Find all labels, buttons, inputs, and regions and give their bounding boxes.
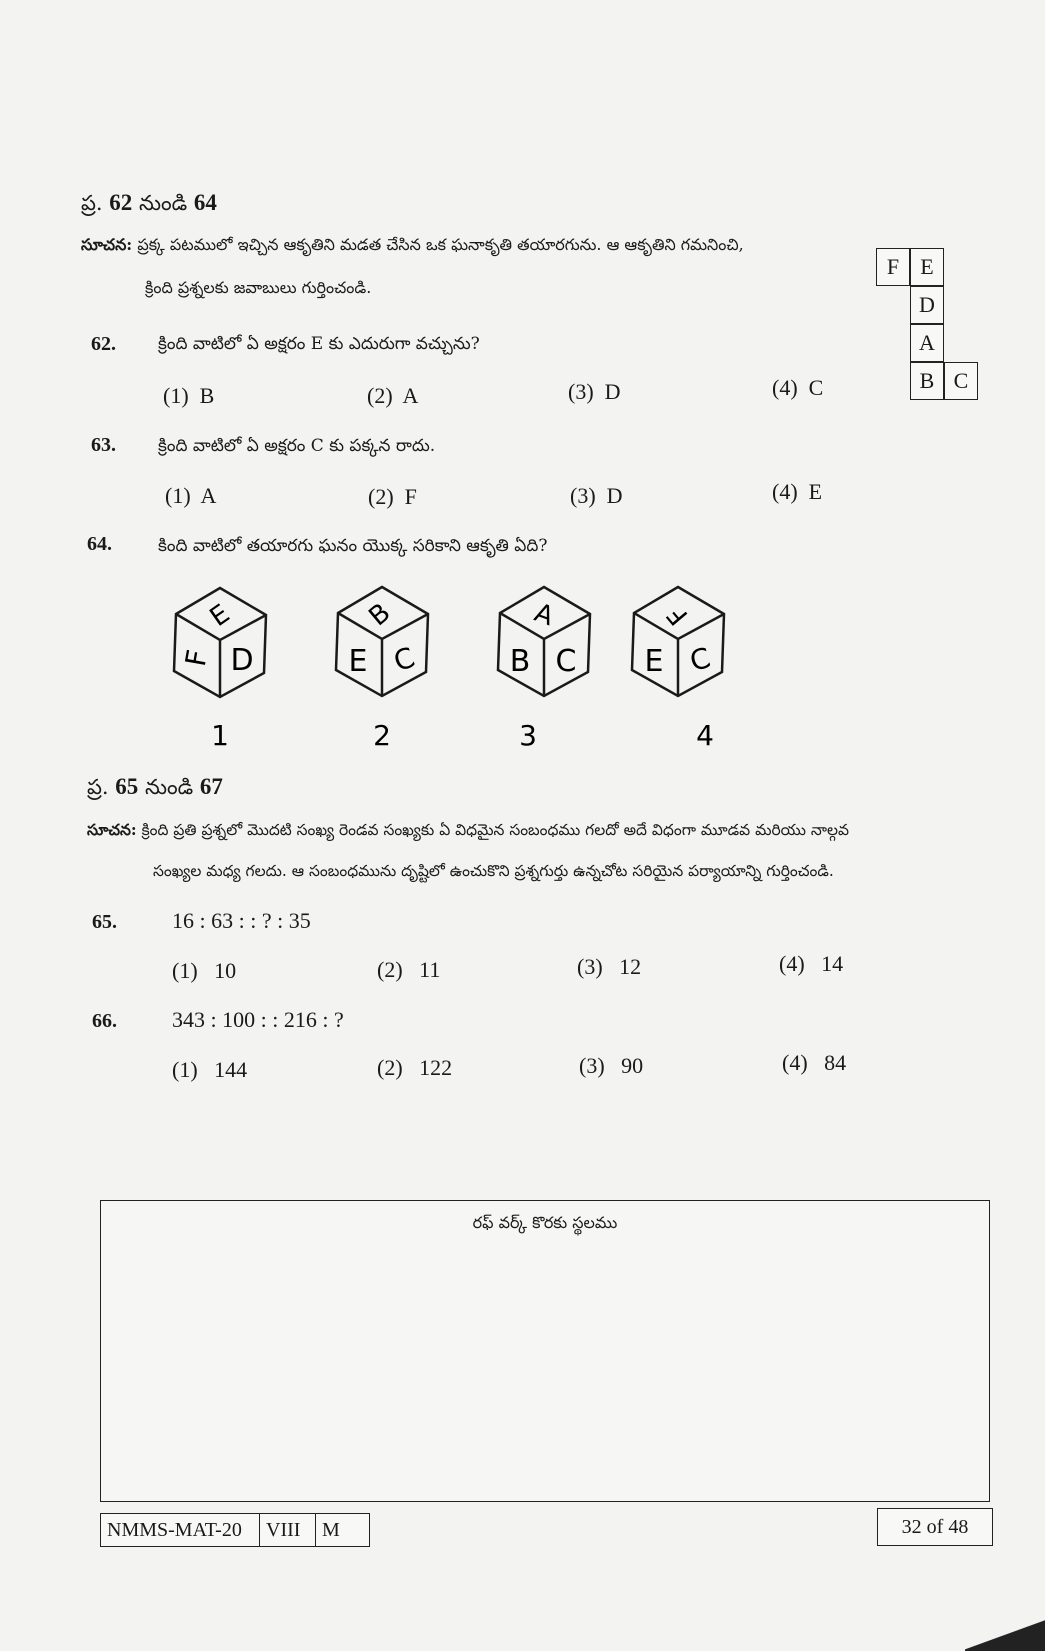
net-cell-f: F — [876, 248, 910, 286]
q63-option-4[interactable]: (4) E — [772, 479, 823, 504]
q63-number: 63. — [91, 434, 116, 456]
cube3-label: 3 — [519, 719, 537, 750]
instruction-62-64-line2: క్రింది ప్రశ్నలకు జవాబులు గుర్తించండి. — [145, 278, 372, 297]
footer-exam-code: NMMS-MAT-20 — [100, 1513, 260, 1547]
q64-text: కింది వాటిలో తయారగు ఘనం యొక్క సరికాని ఆకృతి ఏది? — [158, 536, 548, 556]
cube1-left-letter: F — [178, 647, 215, 669]
cube-option-3[interactable] — [498, 587, 590, 696]
q66-ratio: 343 : 100 : : 216 : ? — [172, 1007, 344, 1032]
cube-option-1[interactable] — [174, 588, 266, 697]
cube3-left-letter: B — [509, 644, 531, 679]
q66-option-4[interactable]: (4) 84 — [782, 1050, 847, 1075]
q63-option-1[interactable]: (1) A — [165, 483, 217, 508]
cube-options-figure — [160, 580, 780, 750]
q65-option-3[interactable]: (3) 12 — [577, 954, 642, 979]
net-cell-d: D — [910, 286, 944, 324]
cube2-label: 2 — [373, 719, 391, 750]
cube-net-figure — [876, 248, 981, 414]
cube2-top-letter: B — [363, 597, 397, 633]
section-heading-65-67: ప్ర. 65 నుండి 67 — [87, 774, 223, 799]
q63-text: క్రింది వాటిలో ఏ అక్షరం C కు పక్కన రాదు. — [158, 436, 436, 456]
rough-work-box — [100, 1200, 990, 1502]
q65-option-2[interactable]: (2) 11 — [377, 957, 441, 982]
footer-class: VIII — [259, 1513, 316, 1547]
net-cell-e: E — [910, 248, 944, 286]
q62-option-2[interactable]: (2) A — [367, 383, 419, 408]
instruction-65-67: సూచన: క్రింది ప్రతి ప్రశ్నలో మొదటి సంఖ్య రెండవ సంఖ్యకు ఏ విధమైన సంబంధము గలదో అదే విధంగా మూడవ మరియు నాల్గవ — [87, 820, 850, 839]
q62-number: 62. — [91, 333, 116, 355]
instruction-62-64: సూచన: ప్రక్క పటములో ఇచ్చిన ఆకృతిని మడత చేసిన ఒక ఘనాకృతి తయారగును. ఆ ఆకృతిని గమనించి, — [81, 235, 744, 254]
q63-option-3[interactable]: (3) D — [570, 483, 623, 508]
q65-number: 65. — [92, 911, 117, 933]
footer-medium: M — [315, 1513, 370, 1547]
net-cell-c: C — [944, 362, 978, 400]
q64-number: 64. — [87, 533, 112, 555]
q66-option-2[interactable]: (2) 122 — [377, 1055, 453, 1080]
cube-option-4[interactable] — [632, 587, 724, 696]
cube1-top-letter: E — [204, 598, 236, 634]
cube4-label: 4 — [696, 719, 714, 750]
q65-ratio: 16 : 63 : : ? : 35 — [172, 908, 311, 933]
cube4-left-letter: E — [644, 644, 664, 679]
q66-option-3[interactable]: (3) 90 — [579, 1053, 644, 1078]
q62-option-1[interactable]: (1) B — [163, 383, 215, 408]
scan-shadow — [965, 1611, 1045, 1651]
q62-text: క్రింది వాటిలో ఏ అక్షరం E కు ఎదురుగా వచ్చును? — [158, 334, 480, 354]
cube-option-2[interactable] — [336, 587, 428, 696]
cube4-top-letter: F — [661, 599, 695, 631]
cube2-right-letter: C — [389, 640, 420, 679]
cube3-right-letter: C — [555, 644, 577, 679]
instruction-65-67-line2: సంఖ్యల మధ్య గలదు. ఆ సంబంధమును దృష్టిలో ఉంచుకొని ప్రశ్నగుర్తు ఉన్నచోట సరియైన పర్యాయాన్ని గుర్తించండి. — [153, 862, 834, 880]
page-number: 32 of 48 — [877, 1508, 993, 1546]
rough-work-title: రఫ్ వర్క్ కొరకు స్థలము — [472, 1213, 618, 1232]
net-cell-a: A — [910, 324, 944, 362]
net-cell-b: B — [910, 362, 944, 400]
q66-option-1[interactable]: (1) 144 — [172, 1057, 248, 1082]
q66-number: 66. — [92, 1010, 117, 1032]
section-heading-62-64: ప్ర. 62 నుండి 64 — [81, 190, 217, 215]
cube1-label: 1 — [211, 719, 229, 750]
q62-option-3[interactable]: (3) D — [568, 379, 621, 404]
q65-option-1[interactable]: (1) 10 — [172, 958, 237, 983]
q65-option-4[interactable]: (4) 14 — [779, 951, 844, 976]
cube4-right-letter: C — [686, 641, 714, 678]
cube2-left-letter: E — [348, 644, 368, 679]
q62-option-4[interactable]: (4) C — [772, 375, 824, 400]
cube1-right-letter: D — [230, 643, 254, 678]
cube3-top-letter: A — [530, 597, 558, 633]
q63-option-2[interactable]: (2) F — [368, 484, 417, 509]
